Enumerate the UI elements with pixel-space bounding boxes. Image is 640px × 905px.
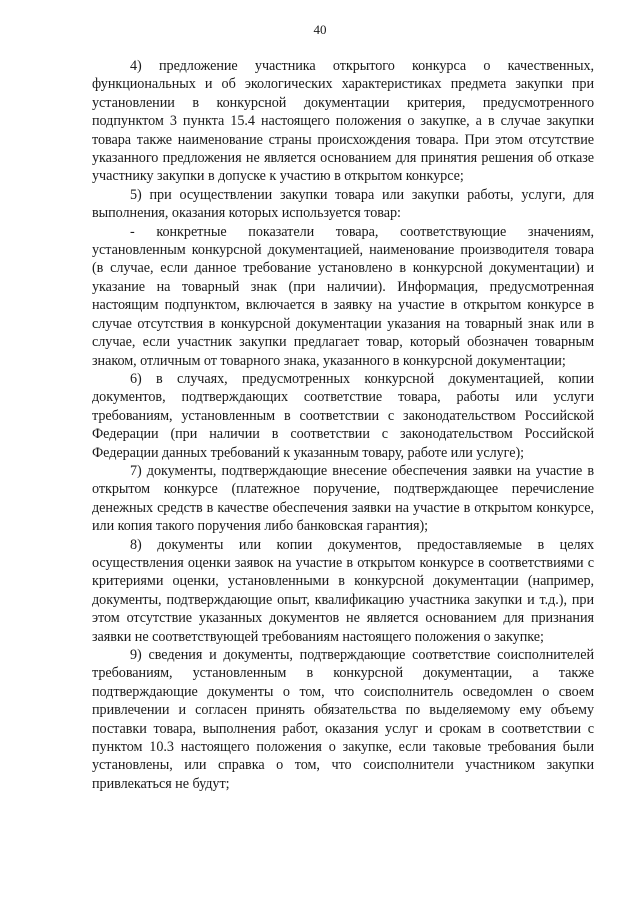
paragraph-item-6: 6) в случаях, предусмотренных конкурсной документацией, копии документов, подтверждающих соответствие товара, работы или услуги требованиям, установленным в соответствии с законодательством Российской Федерации (при наличии в соответствии с законодательством Российской Федерации данных требований к указанным товару, работе или услуге); [92,370,594,461]
page-number: 40 [313,22,327,37]
paragraph-item-5: 5) при осуществлении закупки товара или закупки работы, услуги, для выполнения, оказания которых используется товар: [92,186,594,222]
paragraph-item-4: 4) предложение участника открытого конкурса о качественных, функциональных и об экологических характеристиках предмета закупки при установлении в конкурсной документации критерия, предусмотренного подпунктом 3 пункта 15.4 настоящего положения о закупке, а в случае закупки товара также наименование страны происхождения товара. При этом отсутствие указанного предложения не является основанием для принятия решения об отказе участнику закупки в допуске к участию в открытом конкурсе; [92,58,594,185]
paragraph-item-8: 8) документы или копии документов, предоставляемые в целях осуществления оценки заявок на участие в открытом конкурсе в соответствиями с критериями оценки, установленными в конкурсной документации (например, документы, подтверждающие опыт, квалификацию участника закупки и т.д.), при этом отсутствие указанных документов не является основанием для признания заявки не соответствующей требованиям настоящего положения о закупке; [92,536,594,645]
paragraph-item-5-subitem: - конкретные показатели товара, соответствующие значениям, установленным конкурсной документацией, наименование производителя товара (в случае, если данное требование установлено в конкурсной документации) и указание на товарный знак (при наличии). Информация, предусмотренная настоящим подпунктом, включается в заявку на участие в открытом конкурсе в случае отсутствия в конкурсной документации указания на товарный знак или в случае, если участник закупки предлагает товар, который обозначен товарным знаком, отличным от товарного знака, указанного в конкурсной документации; [92,223,594,369]
document-body [92,57,594,793]
paragraph-item-7: 7) документы, подтверждающие внесение обеспечения заявки на участие в открытом конкурсе (платежное поручение, подтверждающее перечисление денежных средств в качестве обеспечения заявки на участие в открытом конкурсе, или копия такого поручения либо банковская гарантия); [92,462,594,535]
paragraph-item-9: 9) сведения и документы, подтверждающие соответствие соисполнителей требованиям, установленным в конкурсной документации, а также подтверждающие документы о том, что соисполнитель осведомлен о своем привлечении и согласен принять обязательства по выделяемому ему объему поставки товара, выполнения работ, оказания услуг и срокам в соответствии с пунктом 10.3 настоящего положения о закупке, если таковые требования были установлены, или справка о том, что соисполнители участником закупки привлекаться не будут; [92,647,594,792]
